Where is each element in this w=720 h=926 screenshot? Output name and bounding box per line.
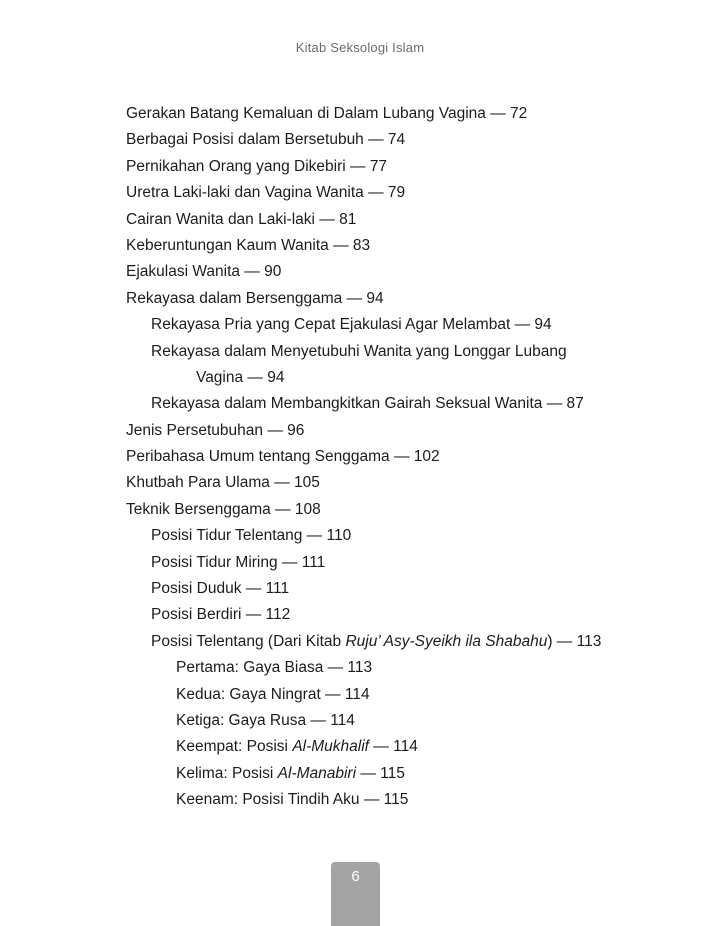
toc-entry xyxy=(0,312,720,338)
toc-entry-text: Peribahasa Umum tentang Senggama — 102 xyxy=(126,448,440,466)
toc-entry xyxy=(0,418,720,444)
toc-entry xyxy=(0,497,720,523)
toc-entry-text: Rekayasa dalam Membangkitkan Gairah Seksual Wanita — 87 xyxy=(151,395,584,413)
page-number: 6 xyxy=(351,868,360,885)
running-header: Kitab Seksologi Islam xyxy=(295,40,425,55)
toc-entry-text: Keenam: Posisi Tindih Aku — 115 xyxy=(176,791,409,809)
toc-entry-text: Jenis Persetubuhan — 96 xyxy=(126,421,305,439)
toc-entry-text: Kedua: Gaya Ningrat — 114 xyxy=(176,685,370,703)
toc-entry-italic-text: Al-Mukhalif xyxy=(292,738,369,756)
toc-entry-text: Ketiga: Gaya Rusa — 114 xyxy=(176,711,355,729)
toc-entry-italic-text: Ruju’ Asy-Syeikh ila Shabahu xyxy=(345,632,548,650)
toc-entry xyxy=(0,444,720,470)
toc-entry xyxy=(0,286,720,312)
toc-entry xyxy=(0,629,720,655)
toc-entry xyxy=(0,787,720,813)
toc-entry-text: Teknik Bersenggama — 108 xyxy=(126,500,321,518)
toc-entry-text: Berbagai Posisi dalam Bersetubuh — 74 xyxy=(126,131,406,149)
toc-entry-text: Gerakan Batang Kemaluan di Dalam Lubang Vagina — 72 xyxy=(126,105,528,122)
toc-entry-italic-text: Al-Manabiri xyxy=(277,764,357,782)
toc-entry xyxy=(0,576,720,602)
toc-entry-text: Khutbah Para Ulama — 105 xyxy=(126,474,320,492)
toc-entry-text: Vagina — 94 xyxy=(196,368,285,386)
toc-entry xyxy=(0,233,720,259)
toc-entry-text: Posisi Telentang (Dari Kitab xyxy=(151,632,346,650)
page-number-tab xyxy=(331,862,380,926)
toc-entry-text: Ejakulasi Wanita — 90 xyxy=(126,263,282,281)
toc-entry xyxy=(0,682,720,708)
toc-entry xyxy=(0,708,720,734)
toc-entry xyxy=(0,154,720,180)
toc-entry-text: ) — 113 xyxy=(547,632,602,650)
toc-entry xyxy=(0,761,720,787)
toc-entry-text: Kelima: Posisi xyxy=(176,764,278,782)
toc-entry xyxy=(0,127,720,153)
toc-entry-text: Posisi Tidur Telentang — 110 xyxy=(151,527,352,545)
toc-entry xyxy=(0,365,720,391)
toc-entry xyxy=(0,734,720,760)
toc-entry-text: Posisi Berdiri — 112 xyxy=(151,606,291,624)
toc-entry xyxy=(0,523,720,549)
toc-entry-text: — 115 xyxy=(356,764,405,782)
toc-entry-text: Posisi Duduk — 111 xyxy=(151,580,290,598)
toc-entry-text: — 114 xyxy=(368,738,418,756)
toc-entry-text: Pertama: Gaya Biasa — 113 xyxy=(176,659,373,677)
toc-entry-text: Keberuntungan Kaum Wanita — 83 xyxy=(126,236,371,254)
toc-entry xyxy=(0,391,720,417)
toc-entry xyxy=(0,207,720,233)
table-of-contents xyxy=(0,101,720,814)
toc-entry xyxy=(0,259,720,285)
toc-entry-text: Cairan Wanita dan Laki-laki — 81 xyxy=(126,210,357,228)
toc-entry xyxy=(0,470,720,496)
toc-entry xyxy=(0,339,720,365)
toc-entry xyxy=(0,602,720,628)
toc-entry xyxy=(0,180,720,206)
toc-entry-text: Rekayasa Pria yang Cepat Ejakulasi Agar Melambat — 94 xyxy=(151,316,552,334)
toc-entry-text: Pernikahan Orang yang Dikebiri — 77 xyxy=(126,157,388,175)
toc-entry-text: Rekayasa dalam Bersenggama — 94 xyxy=(126,289,384,307)
toc-entry xyxy=(0,655,720,681)
toc-entry xyxy=(0,550,720,576)
toc-entry-text: Rekayasa dalam Menyetubuhi Wanita yang Longgar Lubang xyxy=(151,342,567,360)
toc-entry-text: Uretra Laki-laki dan Vagina Wanita — 79 xyxy=(126,184,406,202)
toc-entry xyxy=(0,101,720,127)
toc-entry-text: Posisi Tidur Miring — 111 xyxy=(151,553,326,571)
toc-entry-text: Keempat: Posisi xyxy=(176,738,293,756)
